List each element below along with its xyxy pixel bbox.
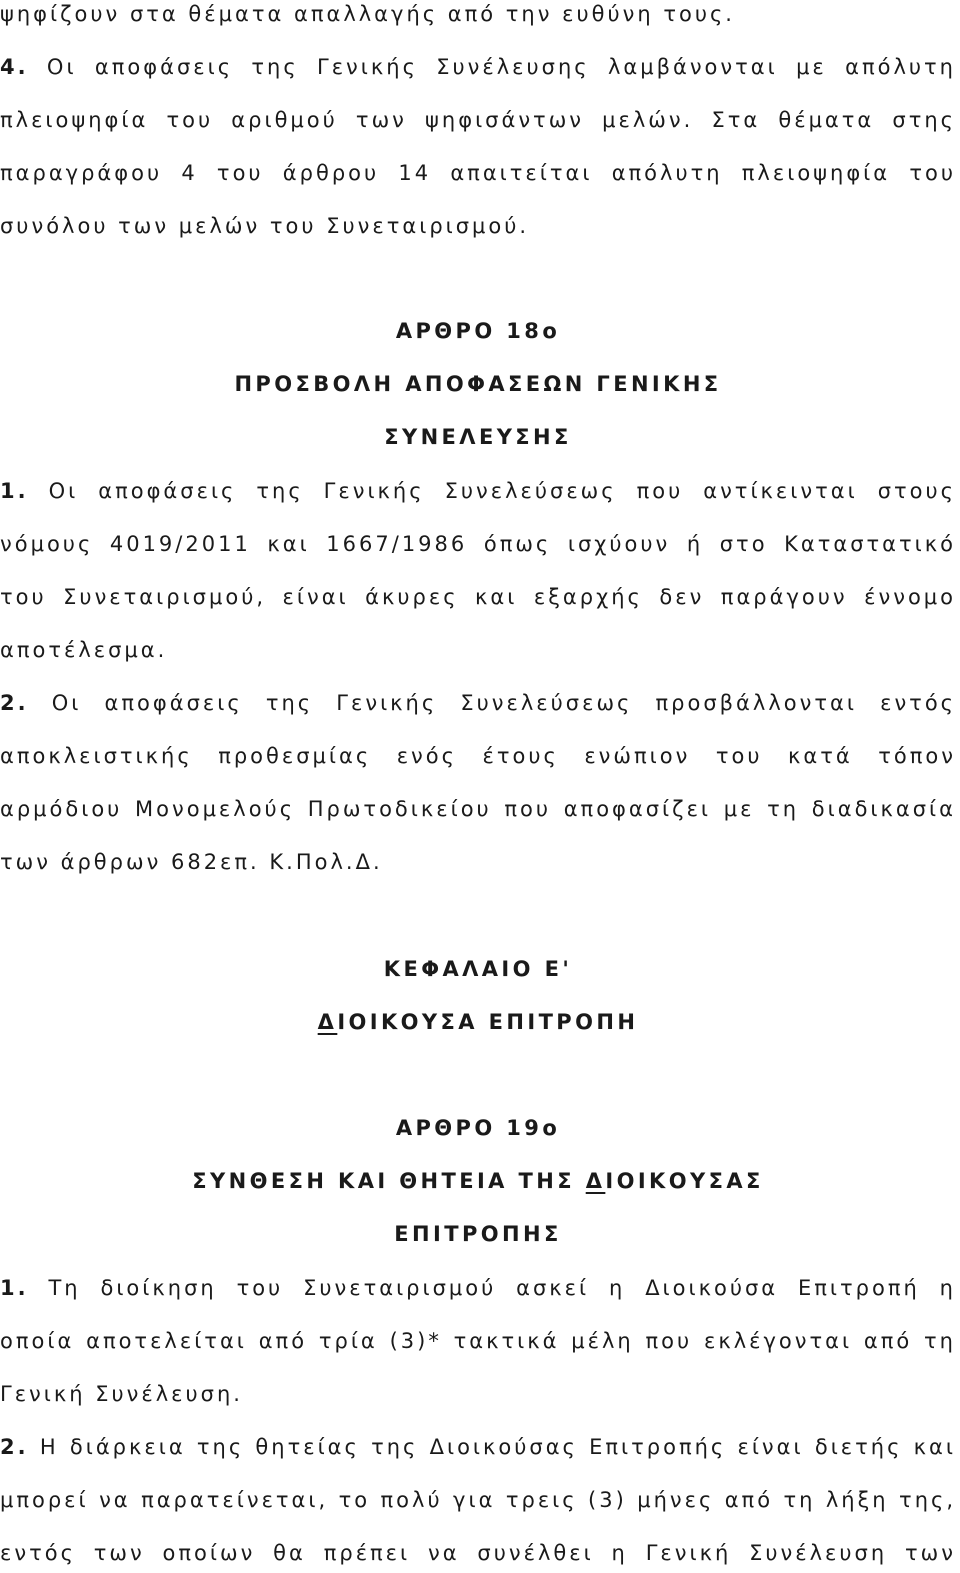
text-line-content: εντός των οποίων θα πρέπει να συνέλθει η Γενική Συνέλευση των bbox=[0, 1541, 956, 1565]
text-line bbox=[0, 156, 956, 190]
text-line-content: Η διάρκεια της θητείας της Διοικούσας Επιτροπής είναι διετής και bbox=[28, 1435, 956, 1459]
text-line-content: Οι αποφάσεις της Γενικής Συνέλευσης λαμβάνονται με απόλυτη bbox=[28, 55, 956, 79]
paragraph-number: 1. bbox=[0, 479, 29, 503]
article-19-title-part-b: ΙΟΙΚΟΥΣΑΣ bbox=[605, 1169, 764, 1193]
text-line-content: μπορεί να παρατείνεται, το πολύ για τρεις (3) μήνες από τη λήξη της, bbox=[0, 1488, 956, 1512]
text-line bbox=[0, 1377, 956, 1411]
article-19-title-part-a: ΣΥΝΘΕΣΗ ΚΑΙ ΘΗΤΕΙΑ ΤΗΣ bbox=[192, 1169, 586, 1193]
text-line-content: Οι αποφάσεις της Γενικής Συνελεύσεως που αντίκεινται στους bbox=[28, 479, 956, 503]
text-line-content: του Συνεταιρισμού, είναι άκυρες και εξαρχής δεν παράγουν έννομο bbox=[0, 585, 956, 609]
text-line-content: πλειοψηφία του αριθμού των ψηφισάντων μελών. Στα θέματα στης bbox=[0, 108, 956, 132]
text-line bbox=[0, 792, 956, 826]
article-18-heading: ΑΡΘΡΟ 18ο bbox=[395, 319, 561, 343]
article-19-title-line-1 bbox=[0, 1164, 956, 1198]
text-line bbox=[0, 209, 956, 243]
chapter-heading: ΚΕΦΑΛΑΙΟ Ε' bbox=[383, 957, 573, 981]
article-19-heading: ΑΡΘΡΟ 19ο bbox=[395, 1116, 561, 1140]
paragraph-4-line-1 bbox=[0, 50, 956, 84]
text-line bbox=[0, 580, 956, 614]
text-line-content: Τη διοίκηση του Συνεταιρισμού ασκεί η Διοικούσα Επιτροπή η bbox=[28, 1276, 956, 1300]
text-line-content: νόμους 4019/2011 και 1667/1986 όπως ισχύουν ή στο Καταστατικό bbox=[0, 532, 956, 556]
text-line-content: Οι αποφάσεις της Γενικής Συνελεύσεως προσβάλλονται εντός bbox=[28, 691, 956, 715]
text-line bbox=[0, 0, 956, 31]
text-line bbox=[0, 633, 956, 667]
text-line bbox=[0, 1483, 956, 1517]
text-line-content: οποία αποτελείται από τρία (3)* τακτικά μέλη που εκλέγονται από τη bbox=[0, 1329, 956, 1353]
text-line-content: Γενική Συνέλευση. bbox=[0, 1382, 243, 1406]
text-line bbox=[0, 739, 956, 773]
text-line-content: παραγράφου 4 του άρθρου 14 απαιτείται απόλυτη πλειοψηφία του bbox=[0, 161, 956, 185]
text-line-content: αποτέλεσμα. bbox=[0, 638, 168, 662]
paragraph-number: 2. bbox=[0, 1435, 29, 1459]
article-18-title-line-2: ΣΥΝΕΛΕΥΣΗΣ bbox=[384, 425, 572, 449]
text-line bbox=[0, 103, 956, 137]
article-19-paragraph-2-line-1 bbox=[0, 1430, 956, 1464]
text-line bbox=[0, 527, 956, 561]
chapter-title-rest: ΙΟΙΚΟΥΣΑ ΕΠΙΤΡΟΠΗ bbox=[337, 1010, 639, 1034]
text-line-content: αρμόδιου Μονομελούς Πρωτοδικείου που αποφασίζει με τη διαδικασία bbox=[0, 797, 956, 821]
article-19-title-initial: Δ bbox=[585, 1169, 606, 1193]
text-line-content: των άρθρων 682επ. Κ.Πολ.Δ. bbox=[0, 850, 383, 874]
text-line-content: ψηφίζουν στα θέματα απαλλαγής από την ευθύνη τους. bbox=[0, 2, 735, 26]
article-19-title-line-2: ΕΠΙΤΡΟΠΗΣ bbox=[394, 1222, 562, 1246]
text-line bbox=[0, 1536, 956, 1570]
article-18-paragraph-2-line-1 bbox=[0, 686, 956, 720]
paragraph-number: 4. bbox=[0, 55, 29, 79]
chapter-title bbox=[0, 1005, 956, 1039]
article-19-paragraph-1-line-1 bbox=[0, 1271, 956, 1305]
text-line-content: συνόλου των μελών του Συνεταιρισμού. bbox=[0, 214, 530, 238]
paragraph-number: 2. bbox=[0, 691, 29, 715]
text-line bbox=[0, 1324, 956, 1358]
text-line bbox=[0, 845, 956, 879]
article-18-paragraph-1-line-1 bbox=[0, 474, 956, 508]
paragraph-number: 1. bbox=[0, 1276, 29, 1300]
text-line-content: αποκλειστικής προθεσμίας ενός έτους ενώπιον του κατά τόπον bbox=[0, 744, 956, 768]
article-18-title-line-1: ΠΡΟΣΒΟΛΗ ΑΠΟΦΑΣΕΩΝ ΓΕΝΙΚΗΣ bbox=[234, 372, 722, 396]
chapter-title-initial: Δ bbox=[317, 1010, 338, 1034]
